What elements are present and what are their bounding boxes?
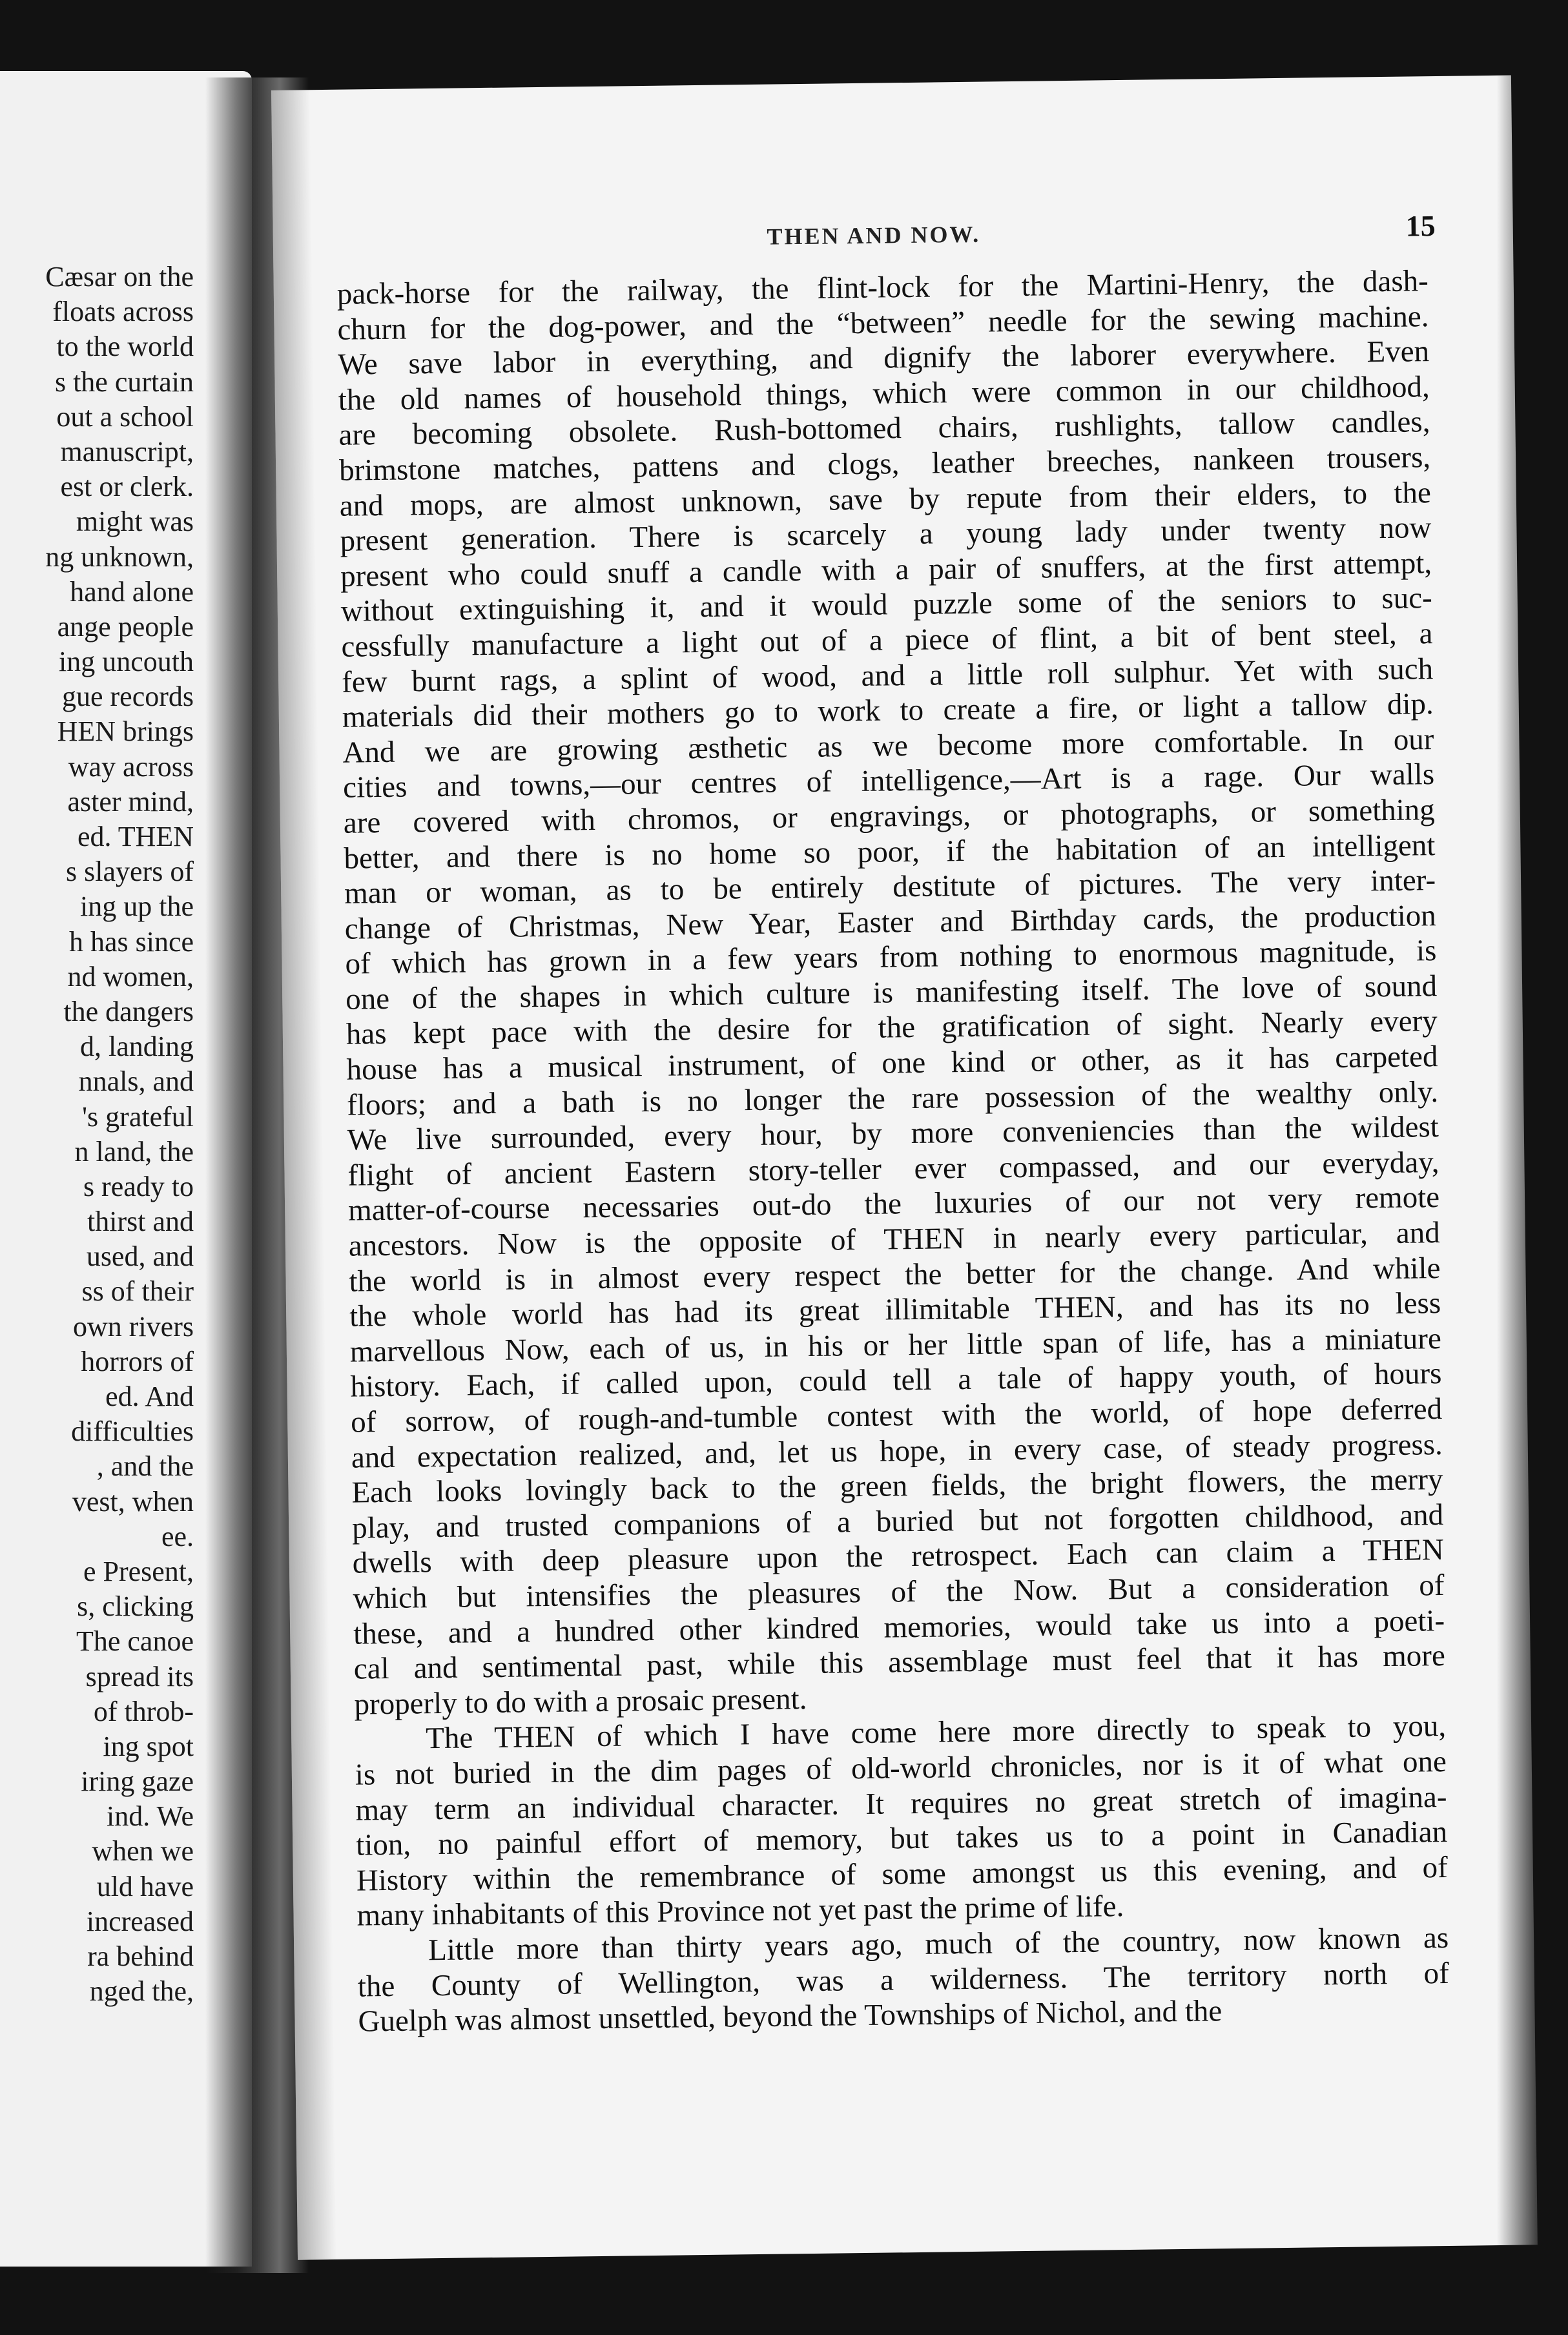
text-line: ss of their <box>81 1275 194 1308</box>
text-line: ange people <box>57 610 194 643</box>
text-line: vest, when <box>72 1485 194 1517</box>
text-line: of throb- <box>93 1695 194 1727</box>
text-line: the old names of household things, which were common in our childhood, <box>338 369 1430 417</box>
text-line: , and the <box>96 1450 194 1483</box>
text-line: out a school <box>56 400 194 433</box>
text-line: without extinguishing it, and it would puzzle some of the seniors to suc- <box>340 581 1433 629</box>
text-line: aster mind, <box>67 785 194 818</box>
text-line: ancestors. Now is the opposite of THEN in nearly every particular, and <box>348 1216 1441 1263</box>
text-line: The THEN of which I have come here more directly to speak to you, <box>425 1709 1447 1756</box>
text-line: nd women, <box>67 960 194 993</box>
text-line: the world is in almost every respect the better for the change. And while <box>349 1251 1441 1299</box>
text-line: s, clicking <box>77 1590 194 1623</box>
text-line: cities and towns,—our centres of intelligence,—Art is a rage. Our walls <box>342 757 1435 805</box>
text-line: one of the shapes in which culture is manifesting itself. The love of sound <box>345 969 1438 1016</box>
right-edge-shadow <box>1497 0 1568 2335</box>
text-line: might was <box>76 506 194 538</box>
text-line: h has since <box>68 925 194 958</box>
text-line: materials did their mothers go to work to create a fire, or light a tallow dip. <box>342 687 1434 734</box>
text-line: ng unknown, <box>45 540 194 573</box>
text-line: of sorrow, of rough-and-tumble contest with the world, of hope deferred <box>350 1392 1443 1439</box>
text-line: gue records <box>61 681 194 713</box>
text-line: flight of ancient Eastern story-teller ever compassed, and our everyday, <box>347 1145 1439 1193</box>
text-line: may term an individual character. It requires no great stretch of imagina- <box>355 1780 1447 1827</box>
text-line: We save labor in everything, and dignify the laborer everywhere. Even <box>337 334 1430 382</box>
text-line: and mops, are almost unknown, save by repute from their elders, to the <box>339 475 1432 523</box>
text-line: cal and sentimental past, while this assemblage must feel that it has more <box>353 1639 1446 1686</box>
text-line: these, and a hundred other kindred memories, would take us into a poeti- <box>353 1603 1445 1651</box>
running-head: THEN AND NOW. <box>767 221 981 250</box>
text-line: few burnt rags, a splint of wood, and a little roll sulphur. Yet with such <box>341 652 1434 699</box>
text-line: And we are growing æsthetic as we become more comfortable. In our <box>342 722 1434 770</box>
text-line: cessfully manufacture a light out of a piece of flint, a bit of bent steel, a <box>341 617 1433 664</box>
text-line: dwells with deep pleasure upon the retrospect. Each can claim a THEN <box>352 1533 1445 1581</box>
text-line: floors; and a bath is no longer the rare possession of the wealthy only. <box>346 1075 1439 1122</box>
text-line: better, and there is no home so poor, if the habitation of an intelligent <box>344 828 1436 876</box>
text-line: to the world <box>56 331 194 363</box>
text-line: and expectation realized, and, let us hope, in every case, of steady progress. <box>351 1427 1443 1475</box>
text-line: increased <box>86 1905 194 1937</box>
text-line: churn for the dog-power, and the “between” needle for the sewing machine. <box>337 299 1429 347</box>
text-line: play, and trusted companions of a buried but not forgotten childhood, and <box>351 1497 1444 1545</box>
text-line: tion, no painful effort of memory, but takes us to a point in Canadian <box>355 1815 1448 1862</box>
text-line: ra behind <box>87 1940 194 1972</box>
text-line: matter-of-course necessaries out-do the luxuries of our not very remote <box>347 1180 1440 1228</box>
text-line: nged the, <box>89 1975 194 2008</box>
text-line: properly to do with a prosaic present. <box>354 1682 807 1722</box>
previous-page-text <box>0 260 194 2009</box>
text-line: ing spot <box>103 1730 194 1762</box>
text-line: is not buried in the dim pages of old-world chronicles, nor is it of what one <box>355 1744 1447 1792</box>
page-15 <box>271 76 1538 2260</box>
text-line: est or clerk. <box>60 471 194 503</box>
text-line: present who could snuff a candle with a pair of snuffers, at the first attempt, <box>340 546 1432 593</box>
text-line: horrors of <box>81 1345 194 1377</box>
page-number: 15 <box>1405 209 1436 243</box>
text-line: when we <box>92 1835 194 1867</box>
text-line: difficulties <box>71 1415 194 1448</box>
text-line: ing up the <box>80 890 194 923</box>
text-line: We live surrounded, every hour, by more conveniencies than the wildest <box>347 1110 1439 1157</box>
text-line: pack-horse for the railway, the flint-lock for the Martini-Henry, the dash- <box>336 264 1429 311</box>
text-line: iring gaze <box>81 1765 194 1798</box>
text-line: many inhabitants of this Province not yet past the prime of life. <box>356 1889 1124 1933</box>
text-line: n land, the <box>74 1135 194 1168</box>
text-line: brimstone matches, pattens and clogs, leather breeches, nankeen trousers, <box>338 440 1431 488</box>
text-line: way across <box>68 750 194 783</box>
text-line: of which has grown in a few years from nothing to enormous magnitude, is <box>345 934 1437 981</box>
text-line: manuscript, <box>60 435 194 468</box>
text-line: 's grateful <box>82 1100 194 1133</box>
text-line: ing uncouth <box>59 646 194 678</box>
text-line: which but intensifies the pleasures of the Now. But a consideration of <box>353 1568 1445 1616</box>
text-line: Little more than thirty years ago, much of the country, now known as <box>428 1920 1449 1968</box>
text-line: the County of Wellington, was a wilderness. The territory north of <box>357 1956 1450 2004</box>
text-line: History within the remembrance of some amongst us this evening, and of <box>356 1850 1449 1898</box>
text-line: The canoe <box>76 1625 194 1658</box>
text-line: the whole world has had its great illimitable THEN, and has its no less <box>349 1286 1441 1333</box>
text-line: s the curtain <box>54 365 194 398</box>
text-line: thirst and <box>87 1206 194 1238</box>
text-line: ee. <box>161 1520 194 1552</box>
text-line: nnals, and <box>78 1065 194 1098</box>
text-line: are covered with chromos, or engravings, or photographs, or something <box>343 792 1436 840</box>
text-line: own rivers <box>73 1310 194 1342</box>
text-line: house has a musical instrument, of one kind or other, as it has carpeted <box>346 1040 1438 1087</box>
text-line: hand alone <box>70 575 194 608</box>
text-line: marvellous Now, each of us, in his or her little span of life, has a miniature <box>349 1321 1442 1369</box>
text-line: uld have <box>96 1870 194 1902</box>
body-text <box>337 263 1450 2039</box>
text-line: ed. And <box>105 1381 194 1412</box>
text-line: man or woman, as to be entirely destitute of pictures. The very inter- <box>344 863 1436 910</box>
text-line: d, landing <box>80 1031 194 1063</box>
text-line: HEN brings <box>57 715 194 748</box>
text-line: are becoming obsolete. Rush-bottomed chairs, rushlights, tallow candles, <box>338 405 1430 453</box>
text-line: floats across <box>52 296 194 328</box>
text-line: Guelph was almost unsettled, beyond the Townships of Nichol, and the <box>358 1994 1222 2039</box>
text-line: change of Christmas, New Year, Easter and Birthday cards, the production <box>344 898 1437 946</box>
text-line: ind. We <box>107 1800 194 1833</box>
text-line: s ready to <box>83 1170 194 1202</box>
text-line: e Present, <box>83 1555 194 1587</box>
text-line: s slayers of <box>66 856 194 888</box>
text-line: has kept pace with the desire for the gratification of sight. Nearly every <box>346 1004 1438 1052</box>
text-line: Each looks lovingly back to the green fields, the bright flowers, the merry <box>351 1463 1443 1510</box>
text-line: spread its <box>85 1660 194 1692</box>
text-line: ed. THEN <box>77 821 194 852</box>
text-line: the dangers <box>63 995 194 1027</box>
text-line: history. Each, if called upon, could tell a tale of happy youth, of hours <box>350 1357 1442 1404</box>
text-line: used, and <box>86 1240 194 1273</box>
text-line: Cæsar on the <box>45 261 194 293</box>
text-line: present generation. There is scarcely a young lady under twenty now <box>340 511 1432 558</box>
